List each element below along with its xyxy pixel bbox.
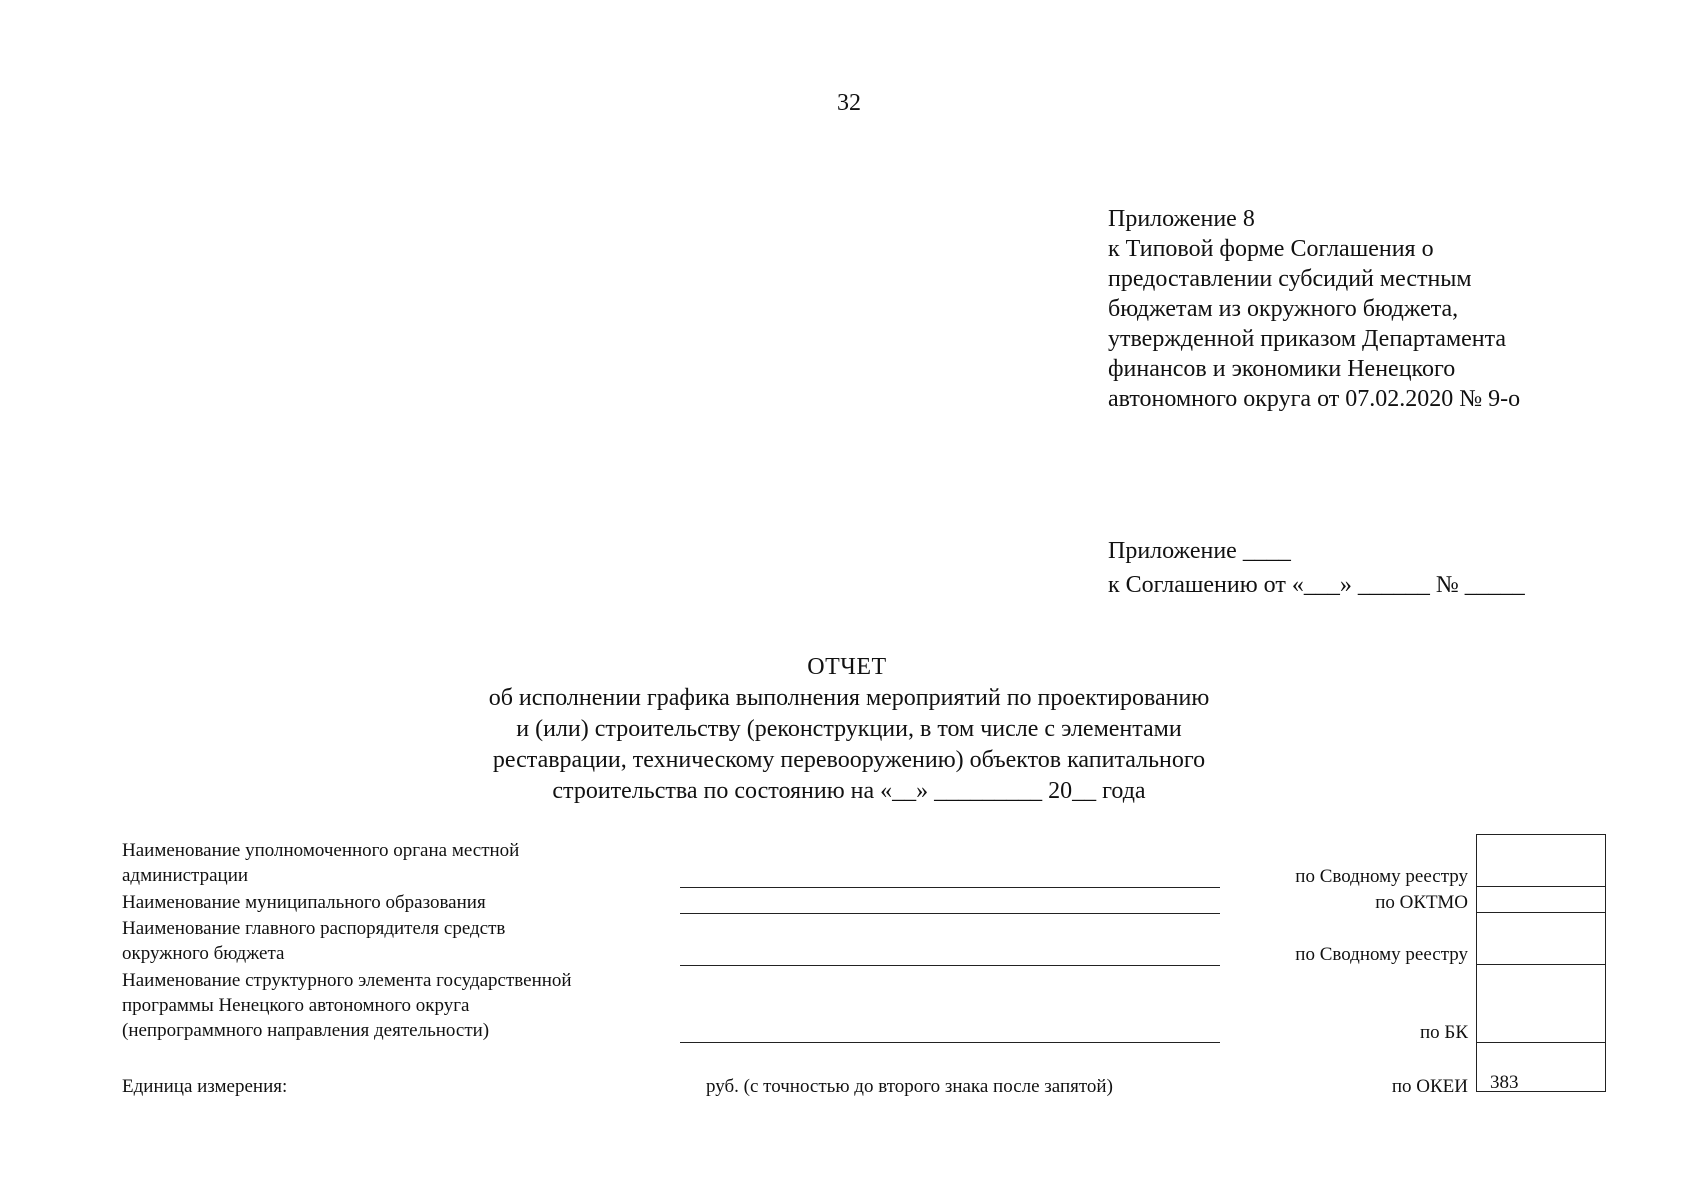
agreement-line-appendix: Приложение ____ [1108,538,1291,564]
appendix-line: автономного округа от 07.02.2020 № 9-о [1108,386,1521,412]
municipality-input-line[interactable] [680,913,1220,914]
authorized-body-input-line[interactable] [680,887,1220,888]
agreement-reference [1108,534,1525,602]
field-label-line: Наименование структурного элемента государственной [122,970,572,991]
report-title-line: об исполнении графика выполнения мероприятий по проектированию [488,685,1210,711]
field-label-budget-manager [122,916,505,966]
code-cell-consolidated-registry[interactable] [1476,886,1606,887]
field-label-municipality [122,890,486,915]
unit-value: руб. (с точностью до второго знака после запятой) [706,1076,1113,1097]
report-title-heading: ОТЧЕТ [807,654,887,680]
appendix-line: бюджетам из окружного бюджета, [1108,296,1459,322]
code-label-oktmo: по ОКТМО [1375,892,1468,913]
field-label-line: Наименование главного распорядителя средств [122,918,506,939]
report-title [0,652,1698,807]
appendix-line: предоставлении субсидий местным [1108,266,1472,292]
agreement-line-date: к Соглашению от «___» ______ № _____ [1108,572,1525,598]
appendix-line: Приложение 8 [1108,206,1255,232]
code-label-consolidated-registry-2: по Сводному реестру [1295,944,1468,965]
code-label-okei: по ОКЕИ [1391,1076,1468,1097]
code-cell-oktmo[interactable] [1476,912,1606,913]
code-label-consolidated-registry: по Сводному реестру [1295,866,1468,887]
report-title-line: и (или) строительству (реконструкции, в том числе с элементами [516,716,1182,742]
report-title-line: реставрации, техническому перевооружению) объектов капитального [492,747,1206,773]
report-title-line: строительства по состоянию на «__» _________ 20__ года [552,778,1146,804]
field-label-line: программы Ненецкого автономного округа [122,995,470,1016]
appendix-line: к Типовой форме Соглашения о [1108,236,1434,262]
code-cell-consolidated-registry-2[interactable] [1476,964,1606,965]
field-label-line: Наименование уполномоченного органа местной [122,840,520,861]
appendix-line: финансов и экономики Ненецкого [1108,356,1456,382]
code-cell-bk[interactable] [1476,1042,1606,1043]
page-number: 32 [837,90,861,116]
field-label-line: администрации [122,865,249,886]
field-label-authorized-body [122,838,519,888]
field-label-line: Наименование муниципального образования [122,892,486,913]
field-label-program-element [122,968,572,1043]
unit-label: Единица измерения: [122,1076,288,1097]
budget-manager-input-line[interactable] [680,965,1220,966]
code-value-okei: 383 [1490,1072,1519,1093]
codes-box [1476,834,1606,1092]
appendix-reference [1108,204,1520,414]
code-label-bk: по БК [1419,1022,1468,1043]
program-element-input-line[interactable] [680,1042,1220,1043]
field-label-line: (непрограммного направления деятельности) [122,1020,490,1041]
appendix-line: утвержденной приказом Департамента [1108,326,1507,352]
field-label-line: окружного бюджета [122,943,285,964]
